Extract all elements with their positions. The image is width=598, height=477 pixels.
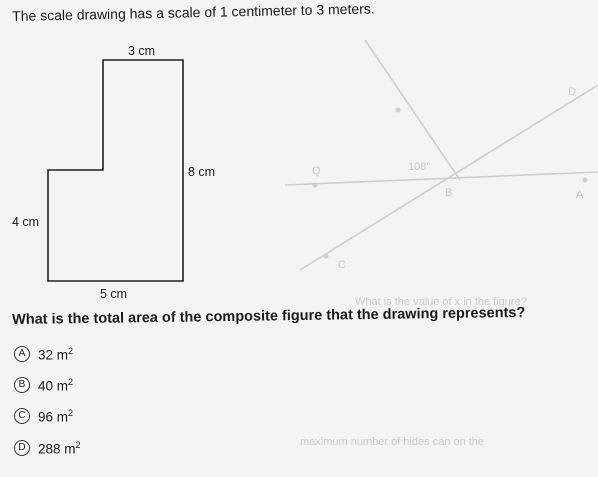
choice-label: 288 $m^2$ [38, 439, 81, 457]
composite-figure-outline [48, 60, 183, 281]
bleed-label: B [445, 187, 453, 199]
choice-bubble: D [14, 440, 30, 456]
dimension-right: 8 cm [188, 165, 216, 179]
bleed-angle: 108° [408, 161, 431, 173]
bleed-label: C [338, 259, 346, 271]
question-text: What is the total area of the composite figure that the drawing represents? [12, 304, 526, 328]
bleed-text: maximum number of hides can on the [300, 436, 485, 448]
choice-bubble: B [14, 377, 30, 393]
choice-label: 32 $m^2$ [38, 345, 74, 363]
choice-c[interactable] [14, 406, 73, 426]
prompt-text: The scale drawing has a scale of 1 centimeter to 3 meters. [12, 0, 375, 24]
bleed-label: Q [312, 165, 321, 177]
choice-b[interactable] [14, 375, 73, 395]
choice-label: 96 $m^2$ [38, 407, 74, 425]
choice-bubble: A [14, 346, 30, 362]
dimension-left: 4 cm [12, 215, 40, 229]
choice-bubble: C [14, 408, 30, 424]
dimension-top: 3 cm [128, 44, 156, 58]
choice-a[interactable] [14, 344, 73, 364]
bleed-text: What is the value of x in the figure? [355, 296, 527, 308]
dimension-bottom: 5 cm [100, 287, 128, 301]
bleed-label: A [576, 189, 584, 201]
choice-label: 40 $m^2$ [38, 376, 74, 394]
bleed-label: D [568, 86, 576, 98]
choice-d[interactable] [14, 438, 81, 458]
